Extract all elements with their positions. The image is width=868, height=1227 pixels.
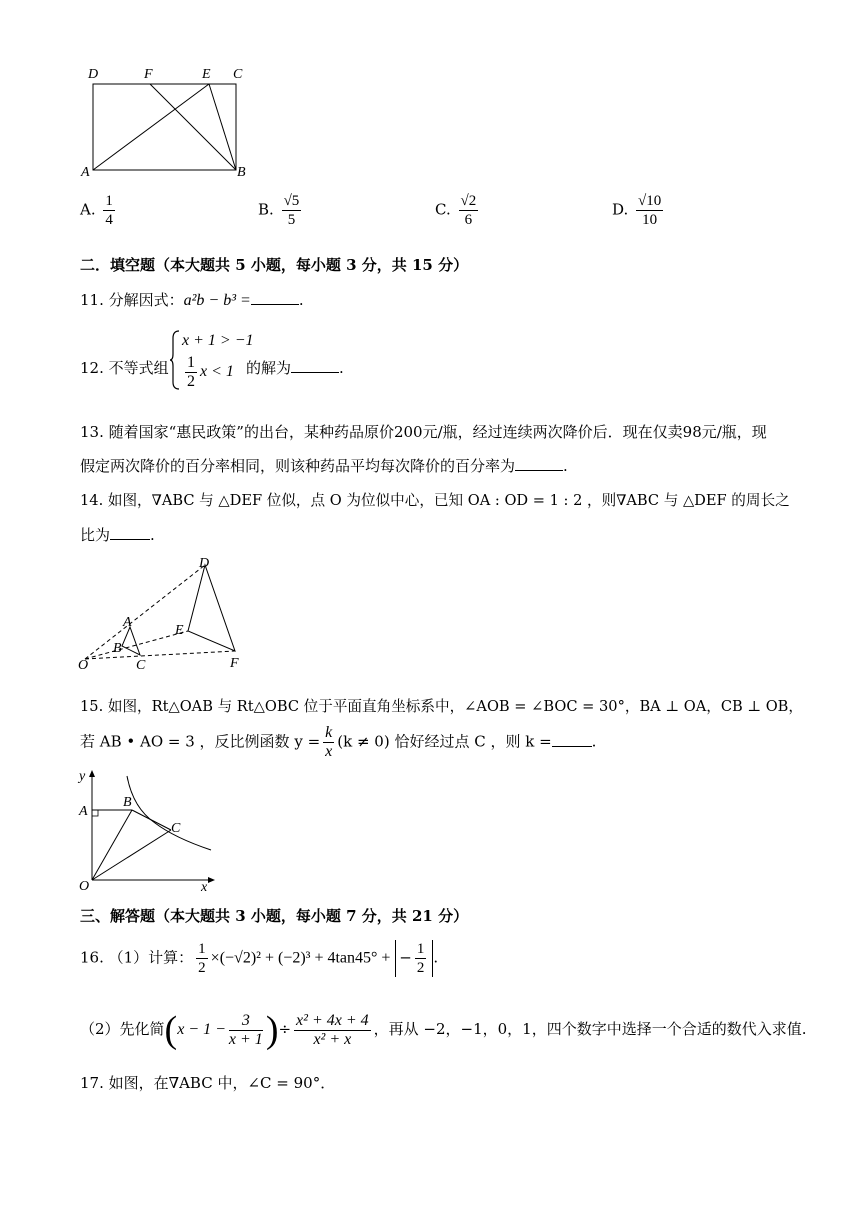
question-13-line-2: 假定两次降价的百分率相同，则该种药品平均每次降价的百分率为 .: [80, 457, 568, 475]
label-b: B: [237, 165, 246, 180]
label-f: F: [230, 656, 239, 671]
label-a: A: [123, 615, 132, 630]
question-14-line-1: 14. 如图，∇ABC 与 △DEF 位似，点 O 为位似中心，已知 OA : OD = 1 : 2 ，则∇ABC 与 △DEF 的周长之: [80, 492, 790, 509]
label-a: A: [79, 804, 88, 819]
question-17: 17. 如图，在∇ABC 中，∠C = 90°．: [80, 1074, 336, 1092]
question-12-prefix: 12. 不等式组: [80, 359, 169, 377]
brace-icon: [170, 330, 180, 390]
question-15-line-1: 15. 如图，Rt△OAB 与 Rt△OBC 位于平面直角坐标系中，∠AOB = ∠BOC = 30°，BA ⊥ OA，CB ⊥ OB，: [80, 698, 803, 715]
option-c: C. $\frac{√2}{6}$: [435, 193, 477, 228]
option-b: B. $\frac{√5}{5}$: [258, 193, 300, 228]
option-a: A. $\frac{1}{4}$: [80, 193, 113, 228]
answer-blank: [552, 732, 592, 747]
section-heading-fill-in: 二．填空题（本大题共 5 小题，每小题 3 分，共 15 分）: [80, 256, 469, 274]
answer-blank: [251, 290, 299, 305]
label-a: A: [81, 165, 90, 180]
label-b: B: [113, 641, 122, 656]
section-heading-solutions: 三、解答题（本大题共 3 小题，每小题 7 分，共 21 分）: [80, 907, 469, 925]
label-d: D: [199, 556, 210, 571]
label-c: C: [136, 658, 146, 673]
triangle-abc: [122, 627, 140, 655]
question-11: 11. 分解因式：a²b − b³ = .: [80, 291, 304, 309]
label-b: B: [123, 795, 132, 810]
segment-fb: [150, 84, 236, 170]
answer-blank: [110, 525, 150, 540]
question-16-part-1: 16. （1）计算： $\frac{1}{2}$ ×(−√2)² + (−2)³ + 4tan45° + − $\frac{1}{2}$ .: [80, 941, 439, 976]
label-x: x: [201, 880, 208, 894]
label-o: O: [79, 879, 90, 894]
question-14-line-2: 比为 .: [80, 526, 155, 544]
label-e: E: [202, 67, 211, 82]
label-f: F: [144, 67, 153, 82]
question-12-suffix: 的解为 .: [246, 359, 344, 377]
inequality-2: $\frac{1}{2}$ x < 1: [187, 354, 234, 390]
absolute-value: − $\frac{1}{2}$: [395, 940, 433, 977]
figure-homothetic-triangles: [75, 555, 255, 677]
answer-blank: [291, 358, 339, 373]
option-d: D. $\frac{√10}{10}$: [612, 193, 662, 228]
question-15-line-2: 若 AB • AO = 3 ，反比例函数 y = $\frac{k}{x}$ (k ≠ 0) 恰好经过点 C ，则 k = .: [80, 724, 597, 760]
rectangle: [93, 84, 236, 170]
figure-rectangle-abcd: [78, 62, 258, 187]
label-d: D: [88, 67, 99, 82]
label-o: O: [78, 658, 89, 673]
triangle-def: [188, 565, 235, 651]
label-c: C: [233, 67, 243, 82]
figure-coordinate-plane: [75, 768, 225, 894]
label-e: E: [175, 623, 184, 638]
question-13-line-1: 13. 随着国家“惠民政策”的出台，某种药品原价200元/瓶，经过连续两次降价后．现在仅卖98元/瓶，现: [80, 423, 767, 441]
question-16-part-2: （2）先化简(x − 1 − $\frac{3}{x + 1}$ )÷ $\frac{\text{x² + 4x + 4}}{\text{x² + x}}$ ，再从 −2，−1，0，1，四个数字中选择一个合适的数代入求值.: [80, 1009, 807, 1051]
inequality-1: x + 1 > −1: [182, 332, 254, 349]
segment-ae: [93, 84, 209, 170]
label-c: C: [171, 821, 181, 836]
answer-blank: [515, 456, 563, 471]
label-y: y: [79, 769, 86, 784]
